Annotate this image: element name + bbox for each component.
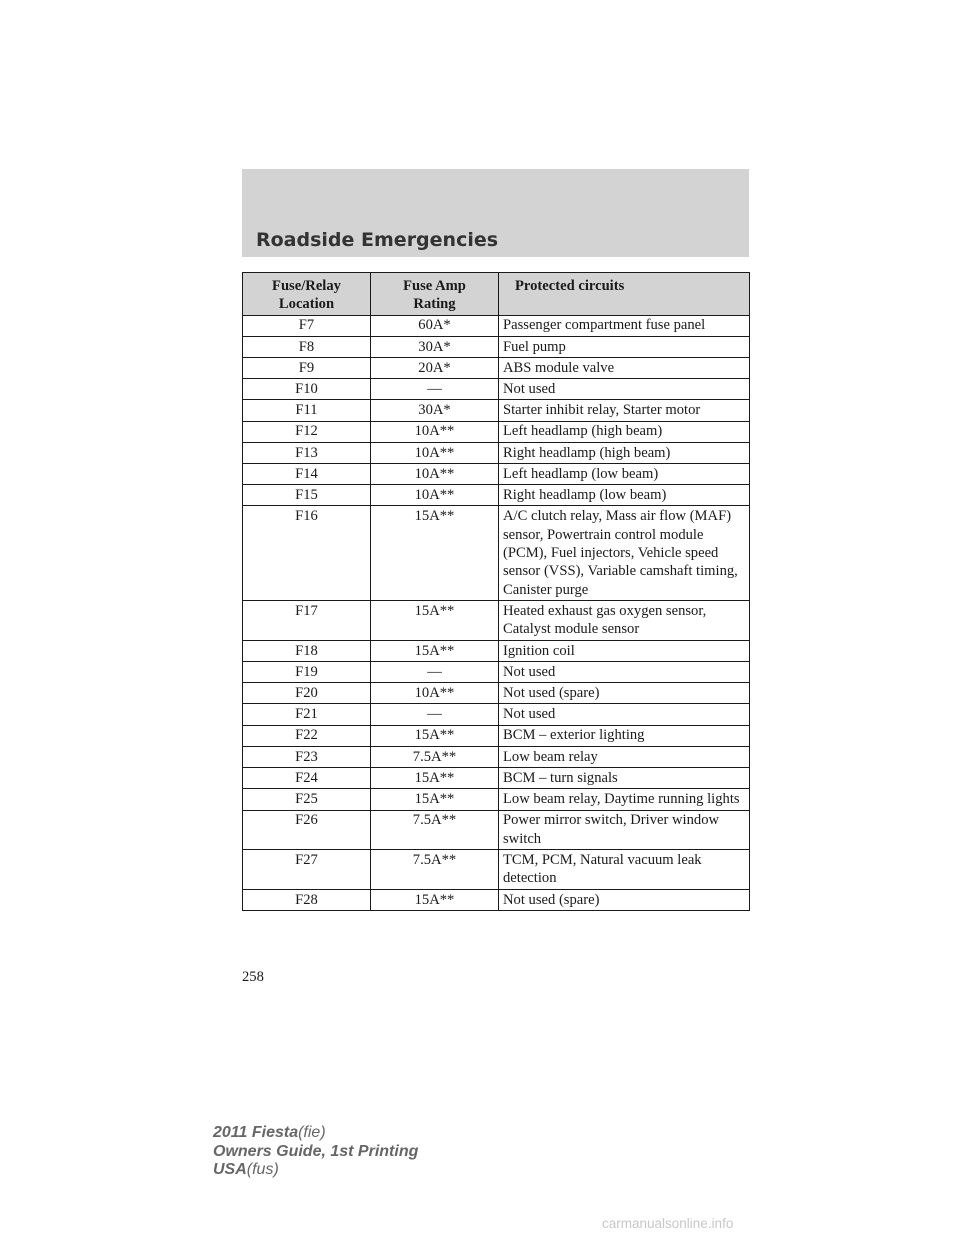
protected-circuits-cell: Left headlamp (low beam) <box>499 464 750 485</box>
table-row <box>243 464 750 485</box>
protected-circuits-cell: BCM – turn signals <box>499 768 750 789</box>
table-row <box>243 725 750 746</box>
fuse-rating-cell: 15A** <box>371 506 499 601</box>
section-title: Roadside Emergencies <box>256 229 499 251</box>
header-location: Fuse/Relay Location <box>243 273 371 316</box>
footer-model: 2011 Fiesta <box>213 1124 299 1141</box>
fuse-rating-cell: 15A** <box>371 768 499 789</box>
watermark: carmanualsonline.info <box>602 1216 734 1231</box>
footer-line-1 <box>213 1124 418 1143</box>
footer-line-3 <box>213 1161 418 1180</box>
fuse-rating-cell: 20A* <box>371 358 499 379</box>
table-row <box>243 506 750 601</box>
protected-circuits-cell: Not used (spare) <box>499 889 750 910</box>
fuse-location-cell: F16 <box>243 506 371 601</box>
table-row <box>243 889 750 910</box>
table-row <box>243 789 750 810</box>
table-header-row <box>243 273 750 316</box>
fuse-location-cell: F25 <box>243 789 371 810</box>
table-row <box>243 810 750 850</box>
fuse-rating-cell: 30A* <box>371 400 499 421</box>
protected-circuits-cell: Not used <box>499 704 750 725</box>
fuse-location-cell: F22 <box>243 725 371 746</box>
fuse-table <box>242 272 750 911</box>
footer-market-code: (fus) <box>246 1161 279 1178</box>
fuse-rating-cell: 15A** <box>371 889 499 910</box>
fuse-rating-cell: 15A** <box>371 601 499 641</box>
table-row <box>243 400 750 421</box>
table-row <box>243 379 750 400</box>
protected-circuits-cell: Starter inhibit relay, Starter motor <box>499 400 750 421</box>
fuse-rating-cell: 10A** <box>371 683 499 704</box>
protected-circuits-cell: Fuel pump <box>499 336 750 357</box>
protected-circuits-cell: Right headlamp (high beam) <box>499 442 750 463</box>
header-rating: Fuse Amp Rating <box>371 273 499 316</box>
protected-circuits-cell: Ignition coil <box>499 640 750 661</box>
fuse-rating-cell: 15A** <box>371 789 499 810</box>
table-row <box>243 442 750 463</box>
fuse-rating-cell: 7.5A** <box>371 810 499 850</box>
fuse-rating-cell: 15A** <box>371 640 499 661</box>
fuse-location-cell: F11 <box>243 400 371 421</box>
table-row <box>243 485 750 506</box>
table-row <box>243 421 750 442</box>
table-row <box>243 358 750 379</box>
table-row <box>243 704 750 725</box>
protected-circuits-cell: ABS module valve <box>499 358 750 379</box>
fuse-rating-cell: 10A** <box>371 464 499 485</box>
fuse-location-cell: F19 <box>243 662 371 683</box>
fuse-location-cell: F15 <box>243 485 371 506</box>
fuse-rating-cell: 10A** <box>371 442 499 463</box>
fuse-rating-cell: 10A** <box>371 485 499 506</box>
protected-circuits-cell: Left headlamp (high beam) <box>499 421 750 442</box>
fuse-location-cell: F20 <box>243 683 371 704</box>
fuse-location-cell: F21 <box>243 704 371 725</box>
fuse-rating-cell: 30A* <box>371 336 499 357</box>
footer-printing: Owners Guide, 1st Printing <box>213 1142 419 1160</box>
fuse-location-cell: F27 <box>243 850 371 890</box>
fuse-location-cell: F28 <box>243 889 371 910</box>
table-row <box>243 768 750 789</box>
protected-circuits-cell: TCM, PCM, Natural vacuum leak detection <box>499 850 750 890</box>
page-number: 258 <box>242 969 264 985</box>
fuse-rating-cell: 10A** <box>371 421 499 442</box>
fuse-location-cell: F9 <box>243 358 371 379</box>
protected-circuits-cell: Right headlamp (low beam) <box>499 485 750 506</box>
table-row <box>243 683 750 704</box>
table-row <box>243 336 750 357</box>
fuse-location-cell: F26 <box>243 810 371 850</box>
print-footer <box>213 1124 418 1180</box>
fuse-location-cell: F13 <box>243 442 371 463</box>
fuse-location-cell: F12 <box>243 421 371 442</box>
fuse-location-cell: F17 <box>243 601 371 641</box>
fuse-rating-cell: — <box>371 379 499 400</box>
fuse-rating-cell: 7.5A** <box>371 746 499 767</box>
fuse-location-cell: F10 <box>243 379 371 400</box>
table-row <box>243 640 750 661</box>
fuse-location-cell: F14 <box>243 464 371 485</box>
protected-circuits-cell: Not used (spare) <box>499 683 750 704</box>
protected-circuits-cell: Low beam relay, Daytime running lights <box>499 789 750 810</box>
fuse-location-cell: F18 <box>243 640 371 661</box>
footer-line-2 <box>213 1143 418 1162</box>
protected-circuits-cell: Low beam relay <box>499 746 750 767</box>
section-header-band <box>242 169 749 257</box>
protected-circuits-cell: Passenger compartment fuse panel <box>499 315 750 336</box>
fuse-location-cell: F8 <box>243 336 371 357</box>
protected-circuits-cell: Not used <box>499 662 750 683</box>
protected-circuits-cell: A/C clutch relay, Mass air flow (MAF) sensor, Powertrain control module (PCM), Fuel injectors, Vehicle speed sensor (VSS), Variable camshaft timing, Canister purge <box>499 506 750 601</box>
fuse-rating-cell: — <box>371 704 499 725</box>
table-row <box>243 662 750 683</box>
table-row <box>243 746 750 767</box>
table-row <box>243 315 750 336</box>
header-circuits: Protected circuits <box>499 273 750 316</box>
protected-circuits-cell: Power mirror switch, Driver window switch <box>499 810 750 850</box>
protected-circuits-cell: Not used <box>499 379 750 400</box>
protected-circuits-cell: Heated exhaust gas oxygen sensor, Catalyst module sensor <box>499 601 750 641</box>
fuse-rating-cell: 7.5A** <box>371 850 499 890</box>
protected-circuits-cell: BCM – exterior lighting <box>499 725 750 746</box>
fuse-table-body <box>243 315 750 910</box>
table-row <box>243 850 750 890</box>
table-row <box>243 601 750 641</box>
fuse-location-cell: F24 <box>243 768 371 789</box>
fuse-location-cell: F23 <box>243 746 371 767</box>
footer-market: USA <box>213 1161 247 1178</box>
fuse-location-cell: F7 <box>243 315 371 336</box>
fuse-rating-cell: 60A* <box>371 315 499 336</box>
fuse-rating-cell: 15A** <box>371 725 499 746</box>
footer-model-code: (fie) <box>298 1124 326 1141</box>
fuse-rating-cell: — <box>371 662 499 683</box>
